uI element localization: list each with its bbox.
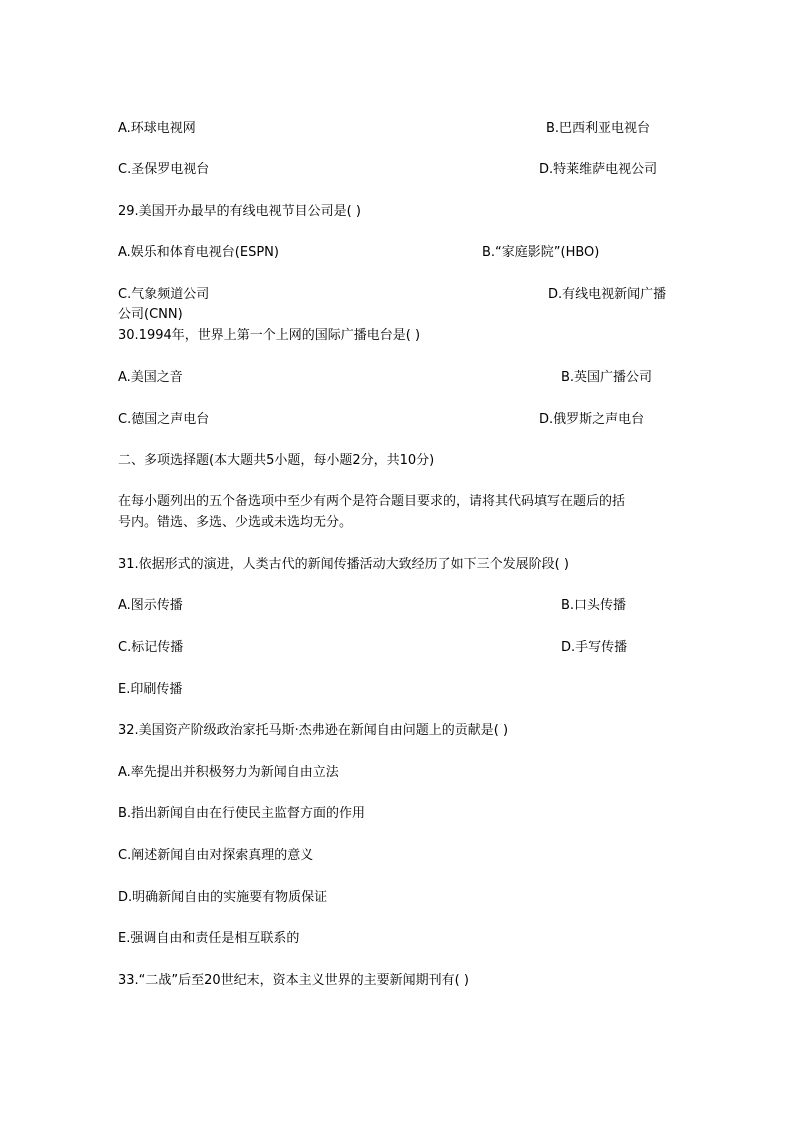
q31-option-e: E.印刷传播	[118, 682, 183, 697]
q30-option-b: B.英国广播公司	[561, 370, 653, 385]
section-2-title: 二、多项选择题(本大题共5小题，每小题2分，共10分)	[118, 453, 435, 468]
q28-option-a: A.环球电视网	[118, 121, 196, 136]
q30-stem: 30.1994年，世界上第一个上网的国际广播电台是( )	[118, 328, 421, 343]
q28-option-c: C.圣保罗电视台	[118, 162, 210, 177]
q32-stem: 32.美国资产阶级政治家托马斯·杰弗逊在新闻自由问题上的贡献是( )	[118, 723, 509, 738]
q33-stem: 33.“二战”后至20世纪末，资本主义世界的主要新闻期刊有( )	[118, 973, 469, 988]
q30-option-d: D.俄罗斯之声电台	[539, 412, 645, 427]
q29-option-d: D.有线电视新闻广播	[548, 287, 667, 302]
section-2-instruction-line2: 号内。错选、多选、少选或未选均无分。	[118, 515, 353, 530]
q30-option-c: C.德国之声电台	[118, 412, 210, 427]
q31-stem: 31.依据形式的演进，人类古代的新闻传播活动大致经历了如下三个发展阶段( )	[118, 557, 569, 572]
q28-option-b: B.巴西利亚电视台	[546, 121, 651, 136]
q28-option-d: D.特莱维萨电视公司	[539, 162, 658, 177]
q32-option-c: C.阐述新闻自由对探索真理的意义	[118, 848, 314, 863]
q29-option-c: C.气象频道公司	[118, 287, 210, 302]
q32-option-d: D.明确新闻自由的实施要有物质保证	[118, 890, 328, 905]
q32-option-e: E.强调自由和责任是相互联系的	[118, 931, 300, 946]
q31-option-a: A.图示传播	[118, 598, 183, 613]
q29-stem: 29.美国开办最早的有线电视节目公司是( )	[118, 204, 361, 219]
q32-option-b: B.指出新闻自由在行使民主监督方面的作用	[118, 806, 366, 821]
q29-option-a: A.娱乐和体育电视台(ESPN)	[118, 245, 279, 260]
q29-option-b: B.“家庭影院”(HBO)	[482, 245, 600, 260]
q31-option-d: D.手写传播	[561, 640, 628, 655]
q32-option-a: A.率先提出并积极努力为新闻自由立法	[118, 765, 339, 780]
section-2-instruction-line1: 在每小题列出的五个备选项中至少有两个是符合题目要求的，请将其代码填写在题后的括	[118, 494, 626, 509]
q30-option-a: A.美国之音	[118, 370, 183, 385]
q29-option-d-cont: 公司(CNN)	[118, 307, 183, 322]
q31-option-b: B.口头传播	[561, 598, 627, 613]
q31-option-c: C.标记传播	[118, 640, 184, 655]
